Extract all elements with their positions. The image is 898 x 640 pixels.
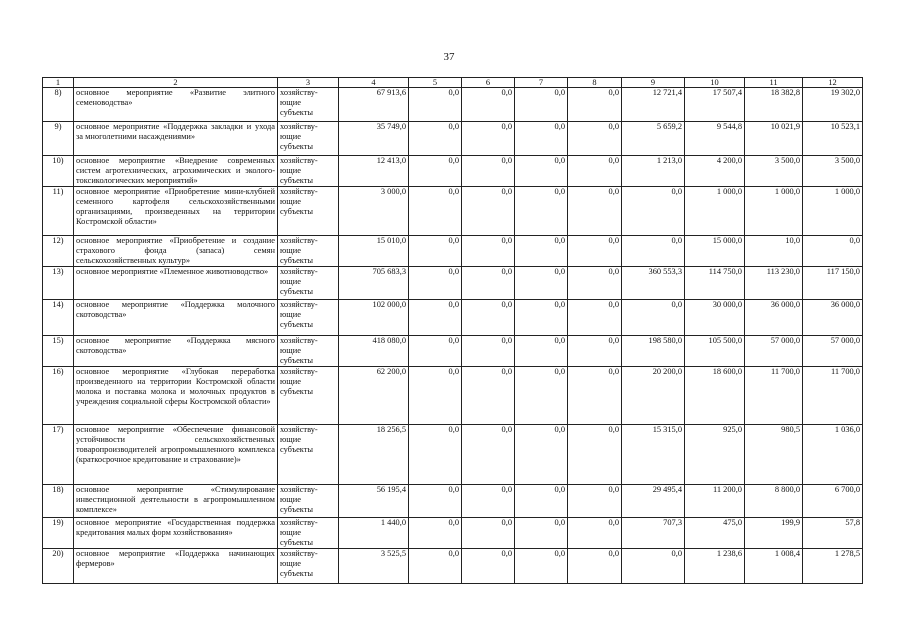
- value-cell: 0,0: [462, 88, 515, 122]
- executor-cell: хозяйству- ющие субъекты: [278, 336, 339, 367]
- value-cell: 18 256,5: [339, 425, 409, 485]
- activity-name: основное мероприятие «Поддержка начинающих фермеров»: [74, 549, 278, 584]
- column-header: 3: [278, 78, 339, 88]
- value-cell: 15 000,0: [685, 236, 745, 267]
- value-cell: 980,5: [745, 425, 803, 485]
- value-cell: 199,9: [745, 518, 803, 549]
- value-cell: 0,0: [515, 88, 568, 122]
- value-cell: 0,0: [515, 156, 568, 187]
- column-header: 6: [462, 78, 515, 88]
- activity-name: основное мероприятие «Стимулирование инвестиционной деятельности в агропромышленном комплексе»: [74, 485, 278, 518]
- executor-cell: хозяйству- ющие субъекты: [278, 88, 339, 122]
- row-number: 19): [43, 518, 74, 549]
- executor-cell: хозяйству- ющие субъекты: [278, 425, 339, 485]
- value-cell: 1 213,0: [622, 156, 685, 187]
- value-cell: 0,0: [568, 300, 622, 336]
- value-cell: 0,0: [409, 267, 462, 300]
- value-cell: 8 800,0: [745, 485, 803, 518]
- executor-cell: хозяйству- ющие субъекты: [278, 187, 339, 236]
- activity-name: основное мероприятие «Обеспечение финансовой устойчивости сельскохозяйственных товаропроизводителей агропромышленного комплекса (краткосрочное кредитование и страхование)»: [74, 425, 278, 485]
- table-row: [43, 187, 863, 236]
- column-header: 1: [43, 78, 74, 88]
- value-cell: 3 000,0: [339, 187, 409, 236]
- activity-name: основное мероприятие «Приобретение и создание страхового фонда (запаса) семян сельскохозяйственных культур»: [74, 236, 278, 267]
- value-cell: 0,0: [409, 425, 462, 485]
- table-row: [43, 518, 863, 549]
- value-cell: 12 413,0: [339, 156, 409, 187]
- page-number: 37: [443, 51, 455, 63]
- executor-cell: хозяйству- ющие субъекты: [278, 485, 339, 518]
- value-cell: 0,0: [462, 549, 515, 584]
- value-cell: 0,0: [409, 187, 462, 236]
- row-number: 20): [43, 549, 74, 584]
- row-number: 9): [43, 122, 74, 156]
- executor-cell: хозяйству- ющие субъекты: [278, 267, 339, 300]
- value-cell: 105 500,0: [685, 336, 745, 367]
- table-row: [43, 88, 863, 122]
- row-number: 15): [43, 336, 74, 367]
- value-cell: 0,0: [568, 485, 622, 518]
- executor-cell: хозяйству- ющие субъекты: [278, 549, 339, 584]
- value-cell: 707,3: [622, 518, 685, 549]
- value-cell: 113 230,0: [745, 267, 803, 300]
- value-cell: 0,0: [462, 425, 515, 485]
- value-cell: 0,0: [568, 88, 622, 122]
- value-cell: 3 525,5: [339, 549, 409, 584]
- value-cell: 1 238,6: [685, 549, 745, 584]
- value-cell: 56 195,4: [339, 485, 409, 518]
- value-cell: 0,0: [515, 485, 568, 518]
- table-row: [43, 367, 863, 425]
- column-header: 5: [409, 78, 462, 88]
- executor-cell: хозяйству- ющие субъекты: [278, 122, 339, 156]
- value-cell: 10 021,9: [745, 122, 803, 156]
- value-cell: 1 278,5: [803, 549, 863, 584]
- value-cell: 0,0: [409, 549, 462, 584]
- value-cell: 0,0: [462, 367, 515, 425]
- value-cell: 925,0: [685, 425, 745, 485]
- value-cell: 12 721,4: [622, 88, 685, 122]
- value-cell: 36 000,0: [745, 300, 803, 336]
- value-cell: 0,0: [622, 300, 685, 336]
- value-cell: 0,0: [568, 549, 622, 584]
- value-cell: 0,0: [462, 518, 515, 549]
- row-number: 16): [43, 367, 74, 425]
- activity-name: основное мероприятие «Внедрение современных систем агротехнических, агрохимических и эколого-токсикологических мероприятий»: [74, 156, 278, 187]
- value-cell: 29 495,4: [622, 485, 685, 518]
- row-number: 8): [43, 88, 74, 122]
- value-cell: 0,0: [409, 156, 462, 187]
- value-cell: 1 440,0: [339, 518, 409, 549]
- value-cell: 198 580,0: [622, 336, 685, 367]
- value-cell: 0,0: [515, 267, 568, 300]
- table-row: [43, 425, 863, 485]
- value-cell: 0,0: [622, 236, 685, 267]
- value-cell: 0,0: [409, 300, 462, 336]
- value-cell: 0,0: [515, 336, 568, 367]
- value-cell: 18 600,0: [685, 367, 745, 425]
- table-row: [43, 549, 863, 584]
- value-cell: 0,0: [409, 336, 462, 367]
- value-cell: 0,0: [515, 425, 568, 485]
- value-cell: 0,0: [568, 156, 622, 187]
- value-cell: 19 302,0: [803, 88, 863, 122]
- value-cell: 57 000,0: [803, 336, 863, 367]
- value-cell: 11 700,0: [745, 367, 803, 425]
- value-cell: 0,0: [462, 300, 515, 336]
- value-cell: 0,0: [409, 122, 462, 156]
- value-cell: 0,0: [568, 267, 622, 300]
- value-cell: 0,0: [515, 549, 568, 584]
- activity-name: основное мероприятие «Поддержка молочного скотоводства»: [74, 300, 278, 336]
- value-cell: 0,0: [568, 122, 622, 156]
- value-cell: 0,0: [515, 187, 568, 236]
- value-cell: 57,8: [803, 518, 863, 549]
- value-cell: 0,0: [568, 518, 622, 549]
- value-cell: 0,0: [462, 187, 515, 236]
- value-cell: 0,0: [515, 122, 568, 156]
- value-cell: 0,0: [568, 187, 622, 236]
- value-cell: 35 749,0: [339, 122, 409, 156]
- value-cell: 0,0: [409, 88, 462, 122]
- value-cell: 36 000,0: [803, 300, 863, 336]
- table-row: [43, 236, 863, 267]
- program-table: [42, 77, 863, 584]
- value-cell: 30 000,0: [685, 300, 745, 336]
- value-cell: 1 008,4: [745, 549, 803, 584]
- value-cell: 705 683,3: [339, 267, 409, 300]
- value-cell: 0,0: [622, 549, 685, 584]
- value-cell: 0,0: [515, 367, 568, 425]
- value-cell: 1 036,0: [803, 425, 863, 485]
- value-cell: 10 523,1: [803, 122, 863, 156]
- row-number: 11): [43, 187, 74, 236]
- table-row: [43, 300, 863, 336]
- table-row: [43, 156, 863, 187]
- value-cell: 418 080,0: [339, 336, 409, 367]
- activity-name: основное мероприятие «Развитие элитного семеноводства»: [74, 88, 278, 122]
- value-cell: 1 000,0: [803, 187, 863, 236]
- value-cell: 0,0: [409, 367, 462, 425]
- value-cell: 0,0: [622, 187, 685, 236]
- value-cell: 3 500,0: [803, 156, 863, 187]
- row-number: 10): [43, 156, 74, 187]
- value-cell: 102 000,0: [339, 300, 409, 336]
- value-cell: 0,0: [462, 236, 515, 267]
- table-row: [43, 267, 863, 300]
- value-cell: 4 200,0: [685, 156, 745, 187]
- executor-cell: хозяйству- ющие субъекты: [278, 156, 339, 187]
- value-cell: 15 315,0: [622, 425, 685, 485]
- row-number: 12): [43, 236, 74, 267]
- value-cell: 62 200,0: [339, 367, 409, 425]
- value-cell: 0,0: [515, 518, 568, 549]
- value-cell: 57 000,0: [745, 336, 803, 367]
- row-number: 13): [43, 267, 74, 300]
- activity-name: основное мероприятие «Приобретение мини-клубней семенного картофеля сельскохозяйственными организациями, произведенных на территории Костромской области»: [74, 187, 278, 236]
- value-cell: 67 913,6: [339, 88, 409, 122]
- column-header: 4: [339, 78, 409, 88]
- activity-name: основное мероприятие «Глубокая переработка произведенного на территории Костромской области молока и поставка молока и молочных продуктов в учреждения социальной сферы Костромской области»: [74, 367, 278, 425]
- value-cell: 0,0: [803, 236, 863, 267]
- row-number: 17): [43, 425, 74, 485]
- value-cell: 0,0: [568, 367, 622, 425]
- value-cell: 6 700,0: [803, 485, 863, 518]
- value-cell: 11 700,0: [803, 367, 863, 425]
- executor-cell: хозяйству- ющие субъекты: [278, 367, 339, 425]
- activity-name: основное мероприятие «Племенное животноводство»: [74, 267, 278, 300]
- row-number: 14): [43, 300, 74, 336]
- executor-cell: хозяйству- ющие субъекты: [278, 300, 339, 336]
- activity-name: основное мероприятие «Государственная поддержка кредитования малых форм хозяйствования»: [74, 518, 278, 549]
- value-cell: 11 200,0: [685, 485, 745, 518]
- value-cell: 0,0: [409, 236, 462, 267]
- executor-cell: хозяйству- ющие субъекты: [278, 518, 339, 549]
- value-cell: 0,0: [568, 425, 622, 485]
- value-cell: 360 553,3: [622, 267, 685, 300]
- value-cell: 475,0: [685, 518, 745, 549]
- value-cell: 9 544,8: [685, 122, 745, 156]
- column-header: 8: [568, 78, 622, 88]
- value-cell: 0,0: [409, 518, 462, 549]
- value-cell: 0,0: [462, 485, 515, 518]
- executor-cell: хозяйству- ющие субъекты: [278, 236, 339, 267]
- value-cell: 0,0: [409, 485, 462, 518]
- value-cell: 20 200,0: [622, 367, 685, 425]
- value-cell: 10,0: [745, 236, 803, 267]
- value-cell: 5 659,2: [622, 122, 685, 156]
- value-cell: 0,0: [568, 236, 622, 267]
- row-number: 18): [43, 485, 74, 518]
- header-row: [43, 78, 863, 88]
- table-row: [43, 122, 863, 156]
- column-header: 2: [74, 78, 278, 88]
- table-row: [43, 336, 863, 367]
- column-header: 11: [745, 78, 803, 88]
- value-cell: 3 500,0: [745, 156, 803, 187]
- activity-name: основное мероприятие «Поддержка закладки и ухода за многолетними насаждениями»: [74, 122, 278, 156]
- value-cell: 114 750,0: [685, 267, 745, 300]
- column-header: 9: [622, 78, 685, 88]
- value-cell: 15 010,0: [339, 236, 409, 267]
- value-cell: 0,0: [462, 122, 515, 156]
- value-cell: 17 507,4: [685, 88, 745, 122]
- column-header: 10: [685, 78, 745, 88]
- activity-name: основное мероприятие «Поддержка мясного скотоводства»: [74, 336, 278, 367]
- value-cell: 18 382,8: [745, 88, 803, 122]
- value-cell: 0,0: [462, 267, 515, 300]
- column-header: 12: [803, 78, 863, 88]
- value-cell: 0,0: [515, 236, 568, 267]
- value-cell: 1 000,0: [745, 187, 803, 236]
- value-cell: 0,0: [515, 300, 568, 336]
- value-cell: 1 000,0: [685, 187, 745, 236]
- table-row: [43, 485, 863, 518]
- value-cell: 0,0: [462, 336, 515, 367]
- value-cell: 117 150,0: [803, 267, 863, 300]
- value-cell: 0,0: [462, 156, 515, 187]
- column-header: 7: [515, 78, 568, 88]
- value-cell: 0,0: [568, 336, 622, 367]
